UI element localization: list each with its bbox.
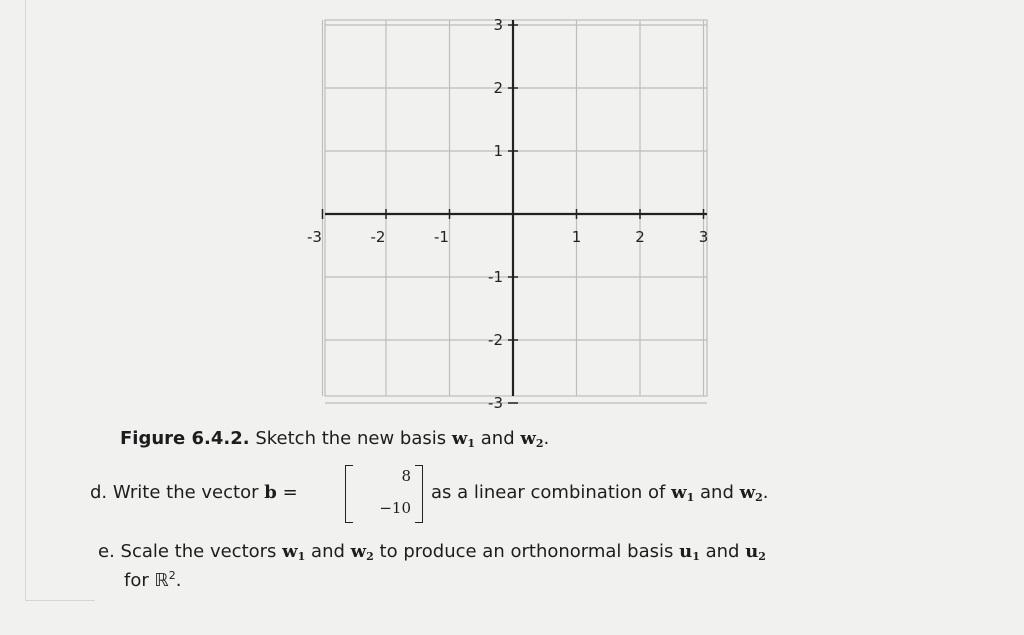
y-tick-label: -3 <box>488 394 503 412</box>
caption-and: and <box>480 428 515 449</box>
part-d-text-after: as a linear combination of <box>431 482 666 503</box>
grid-lines <box>323 20 708 403</box>
x-tick-label: -3 <box>307 228 322 246</box>
part-e-and1: and <box>311 541 345 562</box>
y-tick-label: -1 <box>488 268 503 286</box>
right-bracket <box>415 465 423 523</box>
part-e-and2: and <box>705 541 740 562</box>
vector-w1: $w_1$ <box>671 482 695 504</box>
y-tick-label: 3 <box>493 16 503 34</box>
vector-u2: $u_2$ <box>745 541 766 563</box>
matrix-entry-2: −10 <box>379 499 411 517</box>
part-e-text2: to produce an orthonormal basis <box>379 541 674 562</box>
caption-text: Sketch the new basis <box>255 428 447 449</box>
x-tick-label: -2 <box>370 228 386 246</box>
matrix-entry-1: 8 <box>401 467 411 485</box>
part-d-letter: d. <box>90 482 108 503</box>
vector-w1: $w_1$ <box>282 541 306 563</box>
x-tick-label: 3 <box>698 228 709 246</box>
part-e-letter: e. <box>98 541 115 562</box>
part-e-for: for <box>124 570 149 591</box>
vector-u1: $u_1$ <box>679 541 700 563</box>
x-tick-label: 2 <box>635 228 645 246</box>
vector-w2: $w_2$ <box>350 541 374 563</box>
page-margin-bottom <box>25 600 95 601</box>
vector-w2: $w_2$ <box>739 482 763 504</box>
part-d-continuation: as a linear combination of $w_1$ and $w_2$. <box>431 482 769 504</box>
equals-sign: = <box>282 482 298 503</box>
figure-caption: Figure 6.4.2. Sketch the new basis $w_1$ and $w_2$. <box>120 428 550 450</box>
vector-b: b <box>264 482 277 503</box>
part-d-and: and <box>700 482 734 503</box>
y-tick-label: 2 <box>493 79 503 97</box>
real-numbers-symbol: ℝ$^2$ <box>154 569 176 591</box>
caption-label: Figure 6.4.2. <box>120 428 250 449</box>
part-e-line-1 <box>98 541 766 563</box>
part-d-line <box>90 482 298 504</box>
part-d-text: Write the vector <box>112 482 259 503</box>
x-tick-label: -1 <box>434 228 449 246</box>
left-bracket <box>345 465 353 523</box>
part-e-line-2: for ℝ$^2$. <box>124 569 182 591</box>
x-tick-label: 1 <box>571 228 582 246</box>
vector-w2: $w_2$ <box>520 428 544 450</box>
vector-w1: $w_1$ <box>451 428 476 450</box>
column-vector-b <box>345 463 423 523</box>
y-tick-label: -2 <box>488 331 503 349</box>
y-tick-label: 1 <box>493 142 503 160</box>
part-e-text1: Scale the vectors <box>120 541 277 562</box>
